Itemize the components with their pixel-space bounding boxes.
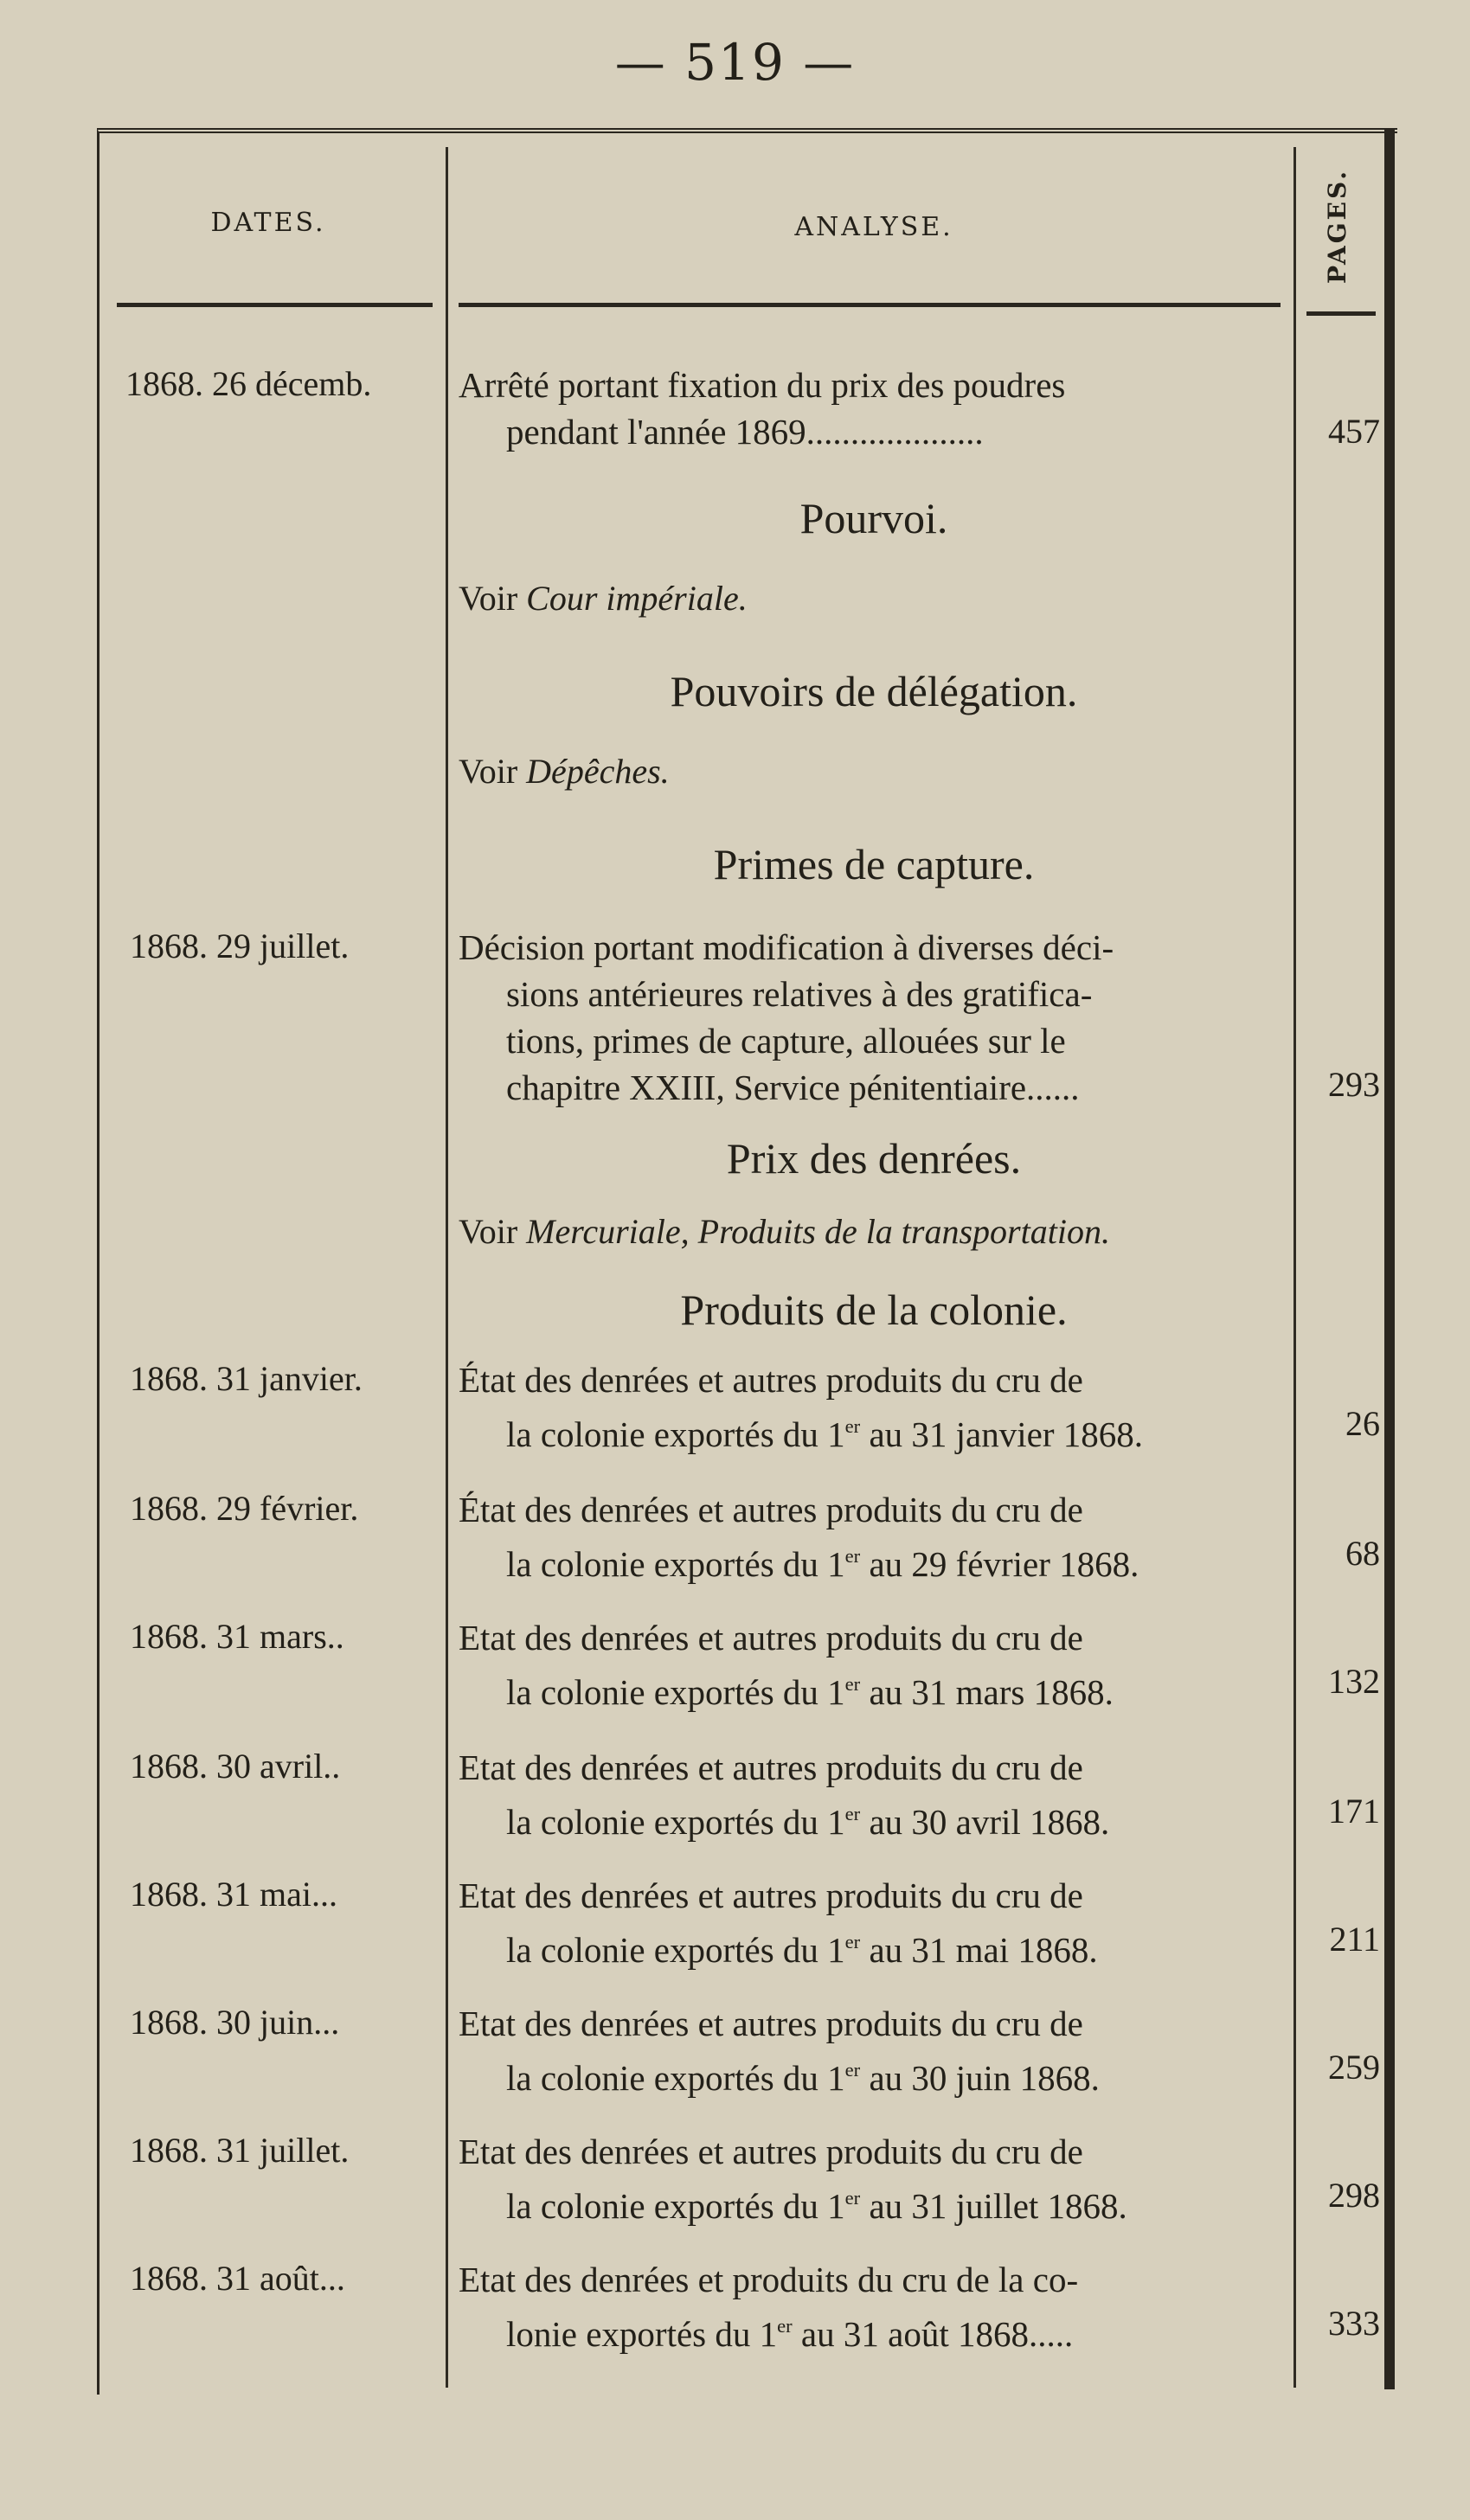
entry-page: 132: [1328, 1662, 1380, 1701]
entry-line: [459, 1791, 1289, 1845]
section-heading: Prix des denrées.: [726, 1134, 1022, 1183]
entry-analysis: [459, 2128, 1289, 2229]
section-heading: Pourvoi.: [799, 494, 948, 542]
entry-date: 1868. 26 décemb.: [125, 364, 372, 403]
entry-line: Décision portant modification à diverses déci-: [459, 927, 1114, 967]
entry-page: 26: [1345, 1404, 1380, 1443]
entry-line: [459, 1533, 1289, 1587]
see-prefix: Voir: [459, 1212, 518, 1251]
entry-analysis: [459, 1356, 1289, 1458]
entry-line: chapitre XXIII, Service pénitentiaire......: [506, 1068, 1080, 1107]
entry-analysis: [459, 1872, 1289, 1973]
entry-date: 1868. 31 août...: [130, 2259, 345, 2298]
entry-line: [459, 2047, 1289, 2101]
entry-page: 293: [1328, 1065, 1380, 1104]
page-number: — 519 —: [614, 33, 856, 92]
entry-line: tions, primes de capture, allouées sur le: [506, 1021, 1066, 1061]
superscript: er: [844, 1931, 861, 1953]
header-analysis: ANALYSE.: [794, 212, 953, 242]
see-target: Cour impériale.: [526, 579, 748, 618]
entry-date: 1868. 31 mai...: [130, 1875, 337, 1914]
section-heading: Primes de capture.: [713, 840, 1035, 888]
entry-page: 171: [1328, 1792, 1380, 1831]
superscript: er: [777, 2315, 793, 2337]
entry-line: Etat des denrées et autres produits du cru de: [459, 1747, 1083, 1787]
superscript: er: [844, 2187, 861, 2209]
entry-line-part: la colonie exportés du 1: [506, 1929, 845, 1970]
entry-line-part: au 31 mars 1868.: [860, 1671, 1114, 1712]
entry-analysis: [459, 362, 1289, 455]
entry-page: 457: [1328, 412, 1380, 451]
entry-page: 298: [1328, 2176, 1380, 2215]
entry-line: Etat des denrées et autres produits du cru de: [459, 2132, 1083, 2171]
header-pages: [1298, 161, 1376, 291]
entry-analysis: [459, 1614, 1289, 1715]
entry-line: [459, 1661, 1289, 1715]
entry-line-part: la colonie exportés du 1: [506, 1543, 845, 1584]
entry-line-part: lonie exportés du 1: [506, 2313, 778, 2354]
see-reference: [459, 751, 670, 792]
entry-line-part: la colonie exportés du 1: [506, 1414, 845, 1454]
entry-page: 211: [1329, 1920, 1380, 1959]
entry-line-part: la colonie exportés du 1: [506, 1671, 845, 1712]
entry-line: Etat des denrées et autres produits du cru de: [459, 2004, 1083, 2043]
entry-line-part: la colonie exportés du 1: [506, 1801, 845, 1842]
entry-line-part: au 31 juillet 1868.: [860, 2185, 1127, 2226]
entry-page: 68: [1345, 1534, 1380, 1573]
entry-date: 1868. 30 avril..: [130, 1747, 341, 1786]
entry-analysis: [459, 2256, 1289, 2357]
column-divider-dates: [446, 147, 448, 2388]
entry-date: 1868. 29 février.: [130, 1489, 359, 1528]
entry-line: [459, 2175, 1289, 2229]
entry-line: Arrêté portant fixation du prix des poudres: [459, 365, 1066, 405]
entry-date: 1868. 31 mars..: [130, 1617, 344, 1656]
entry-date: 1868. 31 juillet.: [130, 2131, 350, 2170]
header-rule-analysis: [459, 303, 1281, 307]
entry-line-part: au 31 janvier 1868.: [860, 1414, 1143, 1454]
entry-date: 1868. 30 juin...: [130, 2003, 340, 2042]
entry-analysis: [459, 924, 1289, 1111]
header-pages-label: PAGES.: [1322, 168, 1351, 284]
column-divider-pages: [1293, 147, 1296, 2388]
entry-page: 259: [1328, 2048, 1380, 2087]
entry-line: [459, 1403, 1289, 1458]
entry-analysis: [459, 1486, 1289, 1587]
entry-line: Etat des denrées et autres produits du cru de: [459, 1876, 1083, 1915]
entry-line: sions antérieures relatives à des gratifica-: [506, 974, 1093, 1014]
entry-analysis: [459, 1744, 1289, 1845]
entry-line-part: au 30 avril 1868.: [860, 1801, 1110, 1842]
entry-line-part: au 31 mai 1868.: [860, 1929, 1098, 1970]
superscript: er: [844, 1803, 861, 1824]
see-reference: [459, 1211, 1110, 1252]
entry-line-part: la colonie exportés du 1: [506, 2057, 845, 2098]
superscript: er: [844, 2059, 861, 2081]
superscript: er: [844, 1545, 861, 1567]
superscript: er: [844, 1673, 861, 1695]
entry-page: 333: [1328, 2304, 1380, 2343]
entry-line-part: la colonie exportés du 1: [506, 2185, 845, 2226]
entry-line-part: au 31 août 1868.....: [792, 2313, 1074, 2354]
entry-line: Etat des denrées et autres produits du cru de: [459, 1618, 1083, 1658]
section-heading: Pouvoirs de délégation.: [670, 667, 1078, 715]
entry-line: pendant l'année 1869....................: [506, 412, 984, 452]
see-prefix: Voir: [459, 752, 518, 791]
entry-analysis: [459, 2000, 1289, 2101]
section-heading: Produits de la colonie.: [680, 1286, 1068, 1334]
see-reference: [459, 578, 748, 619]
entry-line: État des denrées et autres produits du cru de: [459, 1490, 1083, 1529]
entry-line: Etat des denrées et produits du cru de la co-: [459, 2260, 1079, 2299]
see-prefix: Voir: [459, 579, 518, 618]
superscript: er: [844, 1415, 861, 1437]
see-target: Dépêches.: [526, 752, 670, 791]
see-target: Mercuriale, Produits de la transportation.: [526, 1212, 1110, 1251]
header-rule-dates: [117, 303, 433, 307]
header-dates: DATES.: [210, 208, 326, 238]
entry-line: [459, 1919, 1289, 1973]
entry-line-part: au 30 juin 1868.: [860, 2057, 1100, 2098]
entry-line-part: au 29 février 1868.: [860, 1543, 1139, 1584]
entry-date: 1868. 31 janvier.: [130, 1359, 363, 1398]
frame-right-border: [1384, 130, 1395, 2389]
entry-line: État des denrées et autres produits du cru de: [459, 1360, 1083, 1400]
entry-line: [459, 2303, 1289, 2357]
entry-date: 1868. 29 juillet.: [130, 927, 350, 965]
header-rule-pages: [1306, 311, 1376, 316]
